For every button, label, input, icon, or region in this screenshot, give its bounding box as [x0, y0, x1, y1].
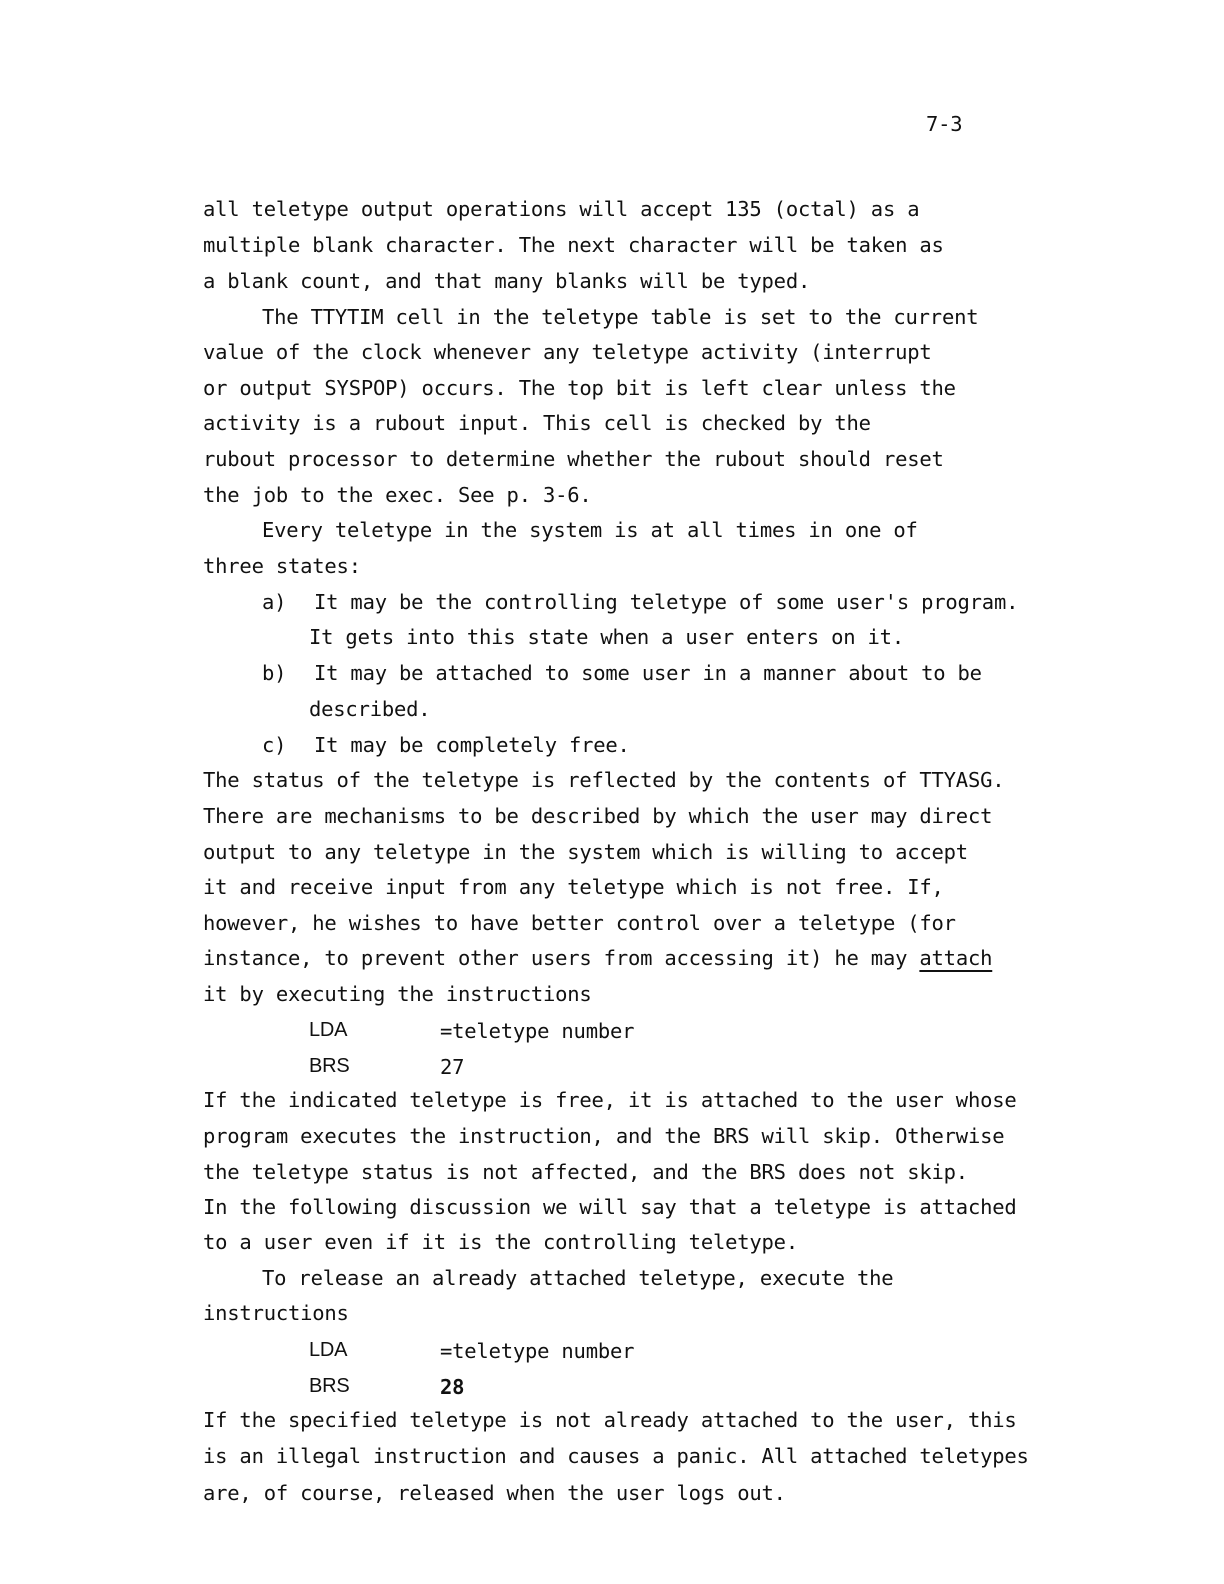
text-line: however, he wishes to have better control over a teletype (for	[203, 911, 956, 935]
text-line: it by executing the instructions	[203, 982, 592, 1006]
text-line: are, of course, released when the user logs out.	[203, 1481, 786, 1505]
text-line: If the specified teletype is not already attached to the user, this	[203, 1408, 1017, 1432]
list-label: c)	[262, 733, 287, 757]
code-operand: =teletype number	[440, 1019, 635, 1043]
text-line: it and receive input from any teletype which is not free. If,	[203, 875, 944, 899]
text-line: three states:	[203, 554, 361, 578]
text-line: the job to the exec. See p. 3-6.	[203, 483, 592, 507]
list-text: described.	[309, 697, 431, 721]
text-line: is an illegal instruction and causes a panic. All attached teletypes	[203, 1444, 1029, 1468]
text-line: value of the clock whenever any teletype activity (interrupt	[203, 340, 932, 364]
text-line: instructions	[203, 1301, 349, 1325]
text-line: multiple blank character. The next character will be taken as	[203, 233, 944, 257]
text-line: or output SYSPOP) occurs. The top bit is left clear unless the	[203, 376, 956, 400]
code-operand: 28	[440, 1375, 465, 1399]
text-line: To release an already attached teletype, execute the	[262, 1266, 894, 1290]
text-line: The status of the teletype is reflected by the contents of TTYASG.	[203, 768, 1005, 792]
text-line: program executes the instruction, and the BRS will skip. Otherwise	[203, 1124, 1005, 1148]
code-opcode: BRS	[309, 1055, 350, 1077]
code-opcode: LDA	[309, 1019, 348, 1041]
list-text: It may be attached to some user in a manner about to be	[314, 661, 982, 685]
text-line: the teletype status is not affected, and the BRS does not skip.	[203, 1160, 968, 1184]
list-text: It gets into this state when a user enters on it.	[309, 625, 904, 649]
text-line: activity is a rubout input. This cell is checked by the	[203, 411, 871, 435]
text-line: There are mechanisms to be described by which the user may direct	[203, 804, 993, 828]
code-operand: =teletype number	[440, 1339, 635, 1363]
text-line	[203, 948, 992, 969]
list-label: b)	[262, 661, 287, 685]
text-line: In the following discussion we will say that a teletype is attached	[203, 1195, 1017, 1219]
list-label: a)	[262, 590, 287, 614]
list-text: It may be the controlling teletype of some user's program.	[314, 590, 1019, 614]
text-line: If the indicated teletype is free, it is attached to the user whose	[203, 1088, 1017, 1112]
text-line: all teletype output operations will accept 135 (octal) as a	[203, 197, 920, 221]
list-text: It may be completely free.	[314, 733, 630, 757]
code-operand: 27	[440, 1055, 465, 1079]
list-item-c	[262, 735, 630, 756]
text-segment: instance, to prevent other users from accessing it) he may	[203, 946, 920, 970]
list-item-b	[262, 663, 982, 684]
text-line: The TTYTIM cell in the teletype table is set to the current	[262, 305, 979, 329]
text-line: Every teletype in the system is at all times in one of	[262, 518, 918, 542]
list-item-a	[262, 592, 1018, 613]
underlined-term: attach	[919, 946, 993, 970]
text-line: to a user even if it is the controlling teletype.	[203, 1230, 798, 1254]
page-number: 7-3	[926, 112, 963, 136]
text-line: output to any teletype in the system which is willing to accept	[203, 840, 968, 864]
text-line: rubout processor to determine whether the rubout should reset	[203, 447, 944, 471]
code-opcode: BRS	[309, 1375, 350, 1397]
code-opcode: LDA	[309, 1339, 348, 1361]
text-line: a blank count, and that many blanks will be typed.	[203, 269, 811, 293]
